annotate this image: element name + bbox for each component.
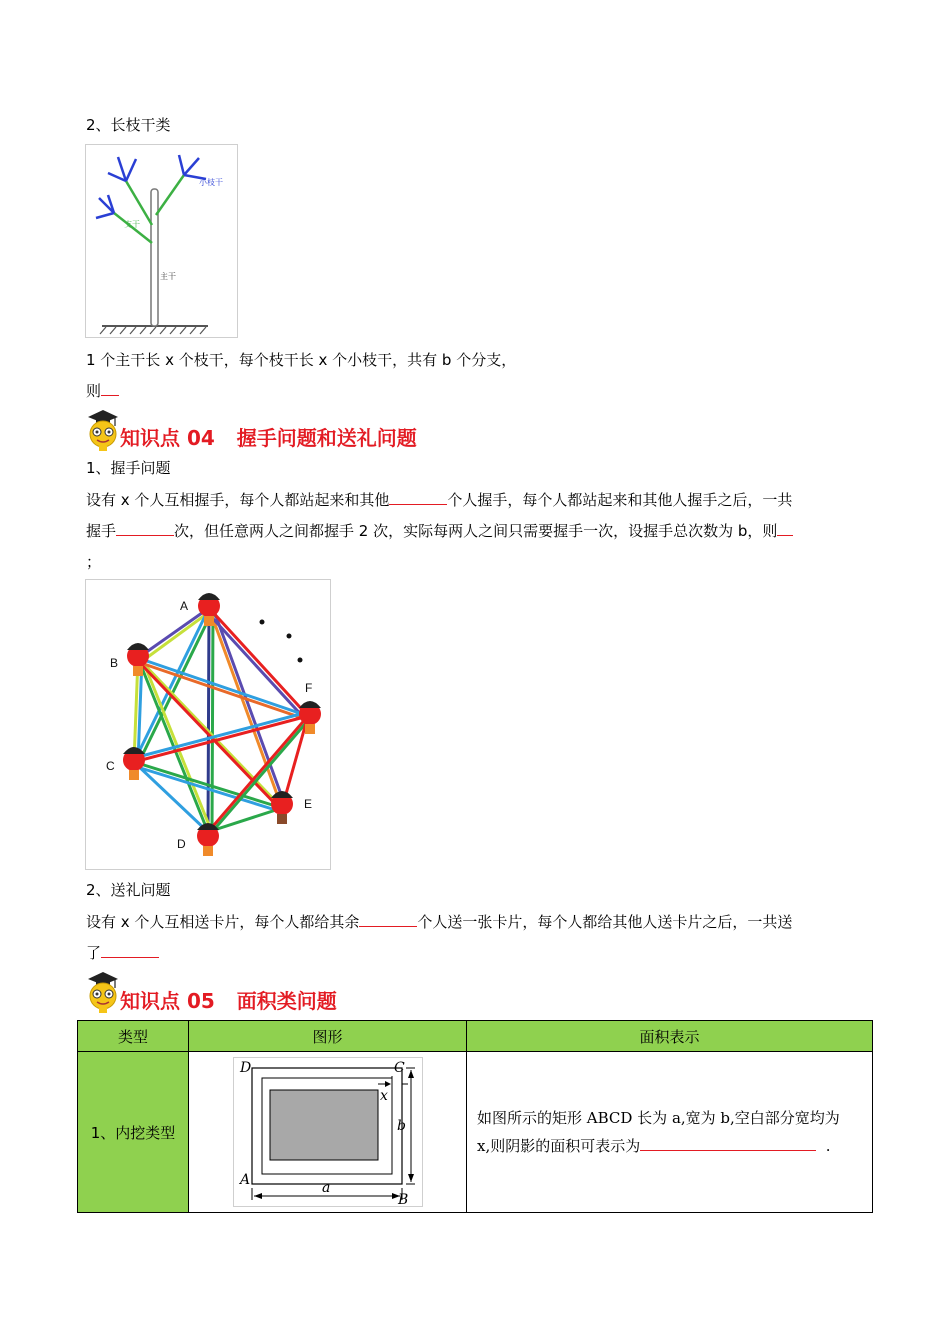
label-width-b: b xyxy=(396,1118,406,1134)
handshake-line3: ； xyxy=(86,553,102,571)
node-label-a: A xyxy=(180,599,189,613)
table-header-row xyxy=(78,1021,873,1052)
gift-title: 2、送礼问题 xyxy=(86,881,171,899)
label-b-vertex: B xyxy=(397,1192,408,1207)
row-description xyxy=(467,1052,873,1213)
node-label-d: D xyxy=(177,837,186,851)
handshake-line1 xyxy=(86,490,792,510)
tree-branch-figure xyxy=(85,144,238,338)
handshake-line1-a: 设有 x 个人互相握手，每个人都站起来和其他 xyxy=(86,491,390,509)
label-gap-x: x xyxy=(379,1088,388,1104)
label-d: D xyxy=(239,1060,251,1076)
answer-blank-gift-total[interactable] xyxy=(101,943,159,958)
label-branch: 支干 xyxy=(124,220,140,229)
answer-blank-handshake-b[interactable] xyxy=(777,521,793,536)
desc-line1: 如图所示的矩形 ABCD 长为 a,宽为 b,空白部分宽均为 xyxy=(477,1109,840,1127)
header-type: 类型 xyxy=(78,1021,189,1052)
branch-text-line1: 1 个主干长 x 个枝干，每个枝干长 x 个小枝干，共有 b 个分支， xyxy=(86,351,517,369)
section-branch-title: 2、长枝干类 xyxy=(86,116,171,134)
gift-line1-b: 个人送一张卡片，每个人都给其他人送卡片之后，一共送 xyxy=(417,913,793,931)
handshake-network-diagram xyxy=(86,580,330,869)
desc-end: . xyxy=(825,1137,831,1155)
section-05-number: 知识点 05 xyxy=(120,989,215,1013)
section-05-title: 面积类问题 xyxy=(236,989,337,1013)
header-area: 面积表示 xyxy=(467,1021,873,1052)
answer-blank-gift-others[interactable] xyxy=(359,912,417,927)
desc-line2-wrap xyxy=(477,1132,862,1160)
label-length-a: a xyxy=(321,1180,330,1196)
node-label-f: F xyxy=(305,681,313,695)
table-row xyxy=(78,1052,873,1213)
area-problem-table xyxy=(77,1020,873,1213)
handshake-line2-a: 握手 xyxy=(86,522,117,540)
node-label-e: E xyxy=(304,797,313,811)
section-04-number: 知识点 04 xyxy=(120,426,215,450)
answer-blank-handshake-total[interactable] xyxy=(116,521,174,536)
branch-text-line2 xyxy=(86,381,119,401)
node-label-b: B xyxy=(110,656,119,670)
label-trunk: 主干 xyxy=(160,272,176,281)
handshake-line2 xyxy=(86,521,793,541)
gift-line1-a: 设有 x 个人互相送卡片，每个人都给其余 xyxy=(86,913,360,931)
handshake-line2-b: 次，但任意两人之间都握手 2 次，实际每两人之间只需要握手一次，设握手总次数为 b，则 xyxy=(174,522,778,540)
label-a-vertex: A xyxy=(239,1172,250,1188)
answer-blank-handshake-others[interactable] xyxy=(389,490,447,505)
section-04-heading xyxy=(120,422,417,451)
node-label-c: C xyxy=(106,759,115,773)
gift-line2-text: 了 xyxy=(86,944,102,962)
answer-blank-area[interactable] xyxy=(640,1136,816,1151)
row-type: 1、内挖类型 xyxy=(78,1052,189,1213)
rectangle-abcd-diagram xyxy=(233,1057,423,1207)
header-figure: 图形 xyxy=(189,1021,467,1052)
handshake-figure xyxy=(85,579,331,870)
label-small-branch: 小枝干 xyxy=(199,178,223,187)
gift-line2 xyxy=(86,943,159,963)
label-c: C xyxy=(393,1060,405,1076)
section-05-heading xyxy=(120,985,337,1014)
handshake-title: 1、握手问题 xyxy=(86,459,171,477)
scholar-mascot-icon xyxy=(86,408,120,452)
gift-line1 xyxy=(86,912,792,932)
tree-branch-diagram xyxy=(86,145,237,337)
row-figure xyxy=(189,1052,467,1213)
scholar-mascot-icon xyxy=(86,970,120,1014)
branch-text-then: 则 xyxy=(86,382,102,400)
section-04-title: 握手问题和送礼问题 xyxy=(236,426,417,450)
answer-blank-branch[interactable] xyxy=(101,381,119,396)
handshake-line1-b: 个人握手，每个人都站起来和其他人握手之后，一共 xyxy=(447,491,793,509)
desc-line2: x,则阴影的面积可表示为 xyxy=(477,1137,641,1155)
